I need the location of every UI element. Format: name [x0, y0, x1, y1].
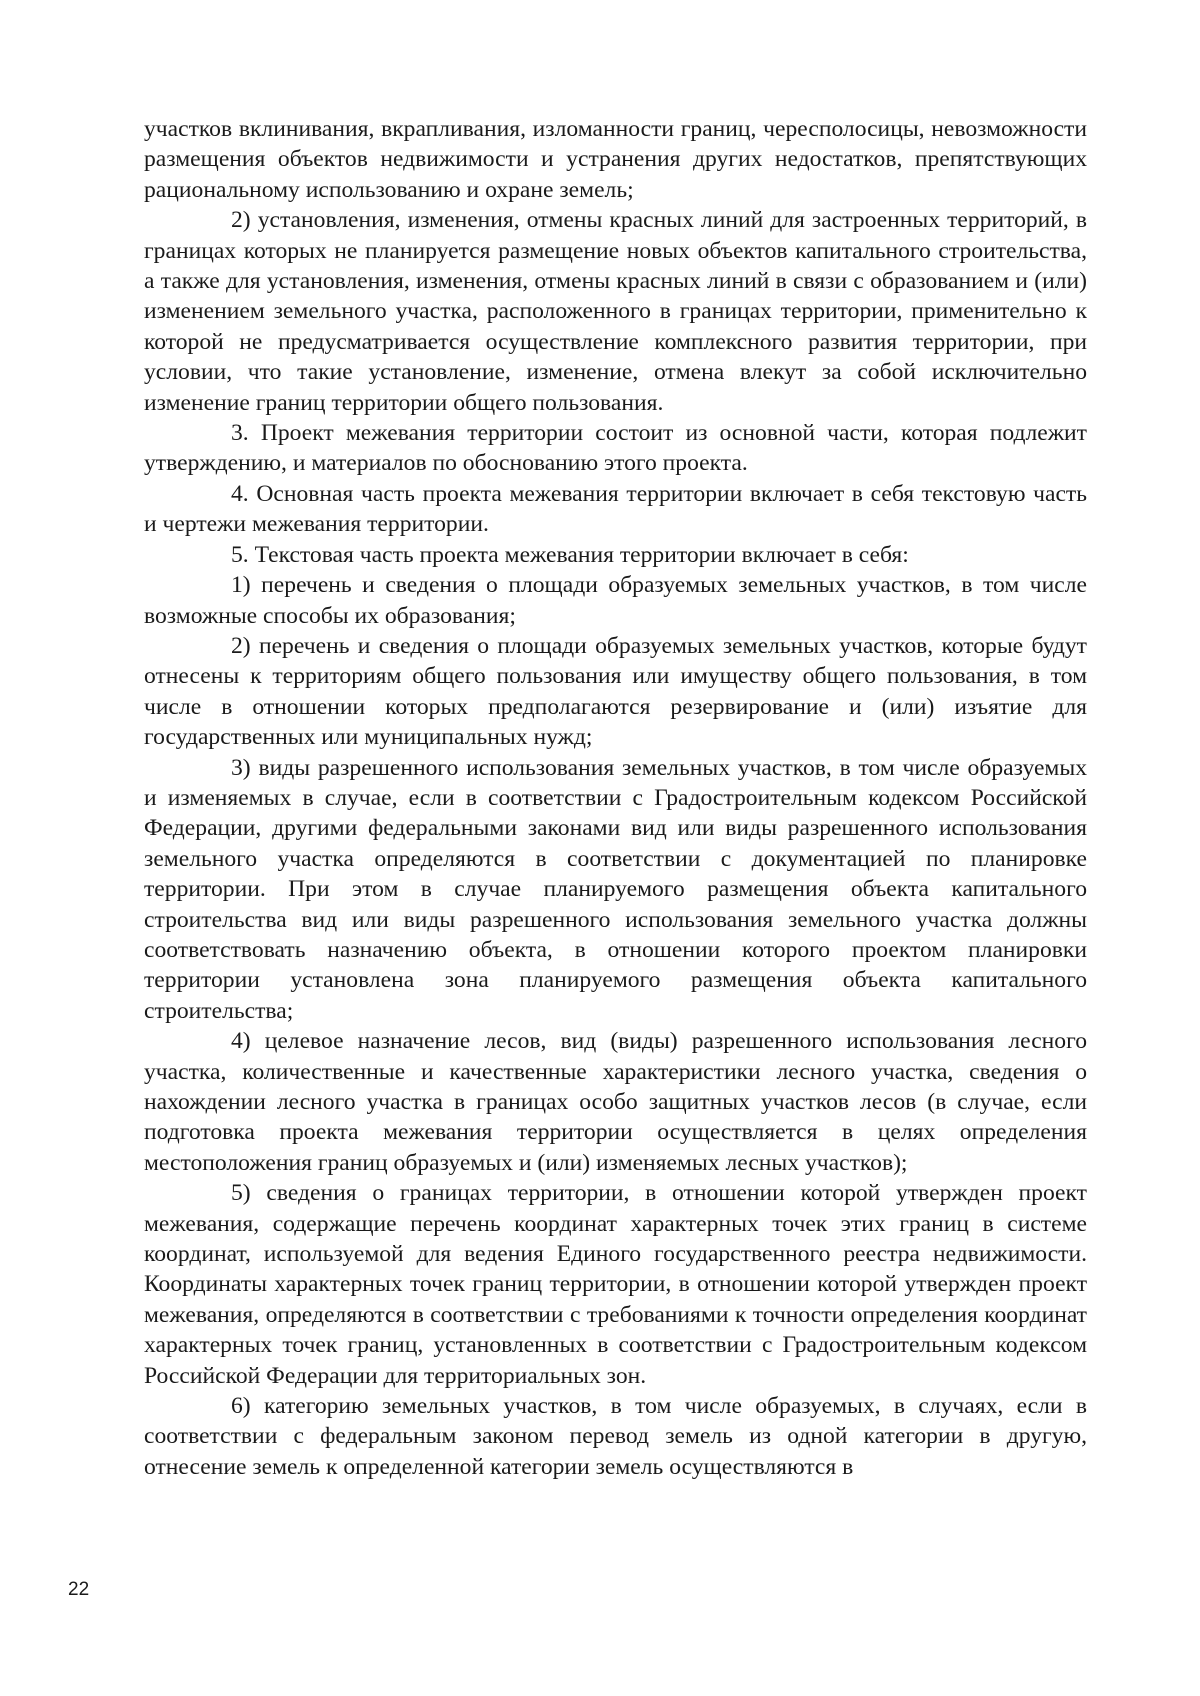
paragraph-5: 5. Текстовая часть проекта межевания территории включает в себя: [231, 541, 909, 568]
paragraph-4: 4. Основная часть проекта межевания территории включает в себя текстовую часть и чертежи межевания территории. [144, 480, 1087, 538]
paragraph-9: 4) целевое назначение лесов, вид (виды) разрешенного использования лесного участка, количественные и качественные характеристики лесного участка, сведения о нахождении лесного участка в границах особо защитных участков лесов (в случае, если подготовка проекта межевания территории осуществляется в целях определения местоположения границ образуемых и (или) изменяемых лесных участков); [144, 1028, 1087, 1176]
paragraph-2: 2) установления, изменения, отмены красных линий для застроенных территорий, в границах которых не планируется размещение новых объектов капитального строительства, а также для установления, изменения, отмены красных линий в связи с образованием и (или) изменением земельного участка, расположенного в границах территории, применительно к которой не предусматривается осуществление комплексного развития территории, при условии, что такие установление, изменение, отмена влекут за собой исключительно изменение границ территории общего пользования. [144, 207, 1087, 416]
page-body-text [144, 114, 1087, 1482]
paragraph-7: 2) перечень и сведения о площади образуемых земельных участков, которые будут отнесены к территориям общего пользования или имуществу общего пользования, в том числе в отношении которых предполагаются резервирование и (или) изъятие для государственных или муниципальных нужд; [144, 632, 1087, 751]
paragraph-1: участков вклинивания, вкрапливания, изломанности границ, чересполосицы, невозможности размещения объектов недвижимости и устранения других недостатков, препятствующих рациональному использованию и охране земель; [144, 116, 1087, 203]
paragraph-10: 5) сведения о границах территории, в отношении которой утвержден проект межевания, содержащие перечень координат характерных точек этих границ в системе координат, используемой для ведения Единого государственного реестра недвижимости. Координаты характерных точек границ территории, в отношении которой утвержден проект межевания, определяются в соответствии с требованиями к точности определения координат характерных точек границ, установленных в соответствии с Градостроительным кодексом Российской Федерации для территориальных зон. [144, 1180, 1087, 1389]
page-number: 22 [68, 1579, 90, 1600]
paragraph-11: 6) категорию земельных участков, в том числе образуемых, в случаях, если в соответствии с федеральным законом перевод земель из одной категории в другую, отнесение земель к определенной категории земель осуществляются в [144, 1393, 1087, 1480]
paragraph-6: 1) перечень и сведения о площади образуемых земельных участков, в том числе возможные способы их образования; [144, 572, 1087, 629]
paragraph-8: 3) виды разрешенного использования земельных участков, в том числе образуемых и изменяемых в случае, если в соответствии с Градостроительным кодексом Российской Федерации, другими федеральными законами вид или виды разрешенного использования земельного участка определяются в соответствии с документацией по планировке территории. При этом в случае планируемого размещения объекта капитального строительства вид или виды разрешенного использования земельного участка должны соответствовать назначению объекта, в отношении которого проектом планировки территории установлена зона планируемого размещения объекта капитального строительства; [144, 754, 1087, 1024]
paragraph-3: 3. Проект межевания территории состоит из основной части, которая подлежит утверждению, и материалов по обоснованию этого проекта. [144, 420, 1087, 477]
